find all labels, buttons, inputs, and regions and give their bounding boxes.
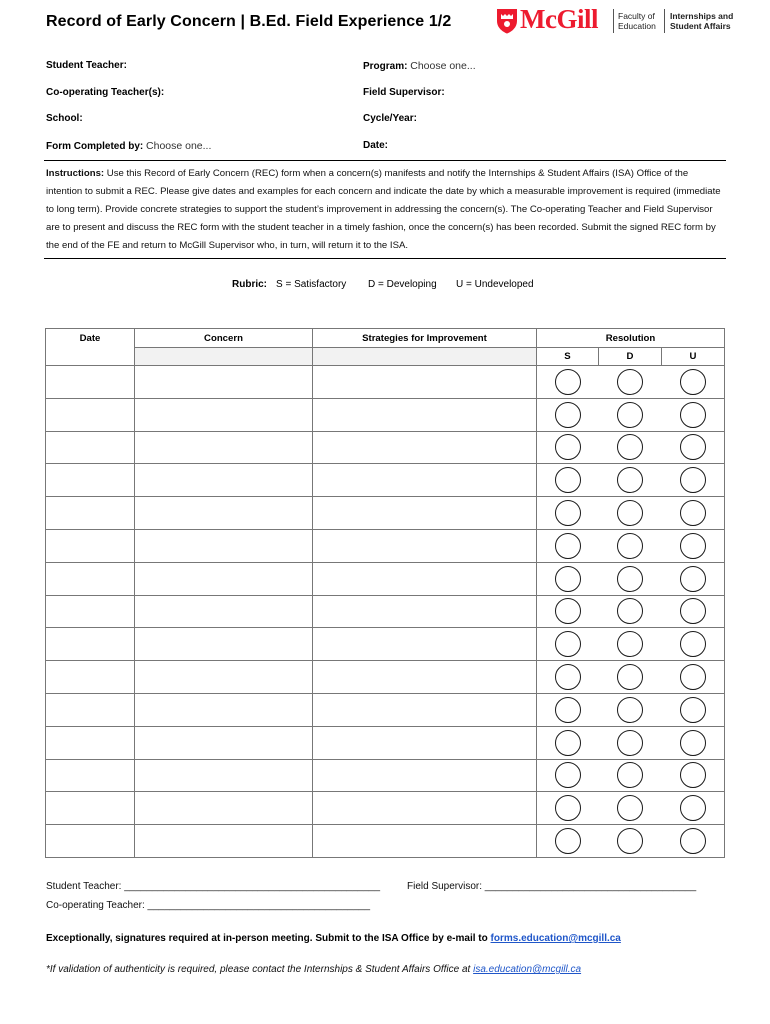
resolution-u-cell — [662, 693, 725, 726]
mcgill-crest-icon — [496, 8, 518, 34]
table-row — [46, 431, 725, 464]
resolution-s-cell — [537, 628, 599, 661]
resolution-radio[interactable] — [617, 369, 643, 395]
resolution-u-cell — [662, 431, 725, 464]
resolution-d-cell — [599, 595, 662, 628]
resolution-radio[interactable] — [555, 697, 581, 723]
resolution-radio[interactable] — [617, 566, 643, 592]
logo-divider — [664, 9, 665, 33]
resolution-radio[interactable] — [555, 762, 581, 788]
column-header-date: Date — [46, 329, 135, 366]
concern-cell[interactable] — [135, 497, 313, 530]
resolution-radio[interactable] — [555, 598, 581, 624]
strategies-cell[interactable] — [313, 726, 537, 759]
strategies-cell[interactable] — [313, 497, 537, 530]
date-cell[interactable] — [46, 398, 135, 431]
cooperating-teacher-label: Co-operating Teacher(s): — [46, 87, 165, 98]
resolution-radio[interactable] — [680, 795, 706, 821]
isa-email-link[interactable]: isa.education@mcgill.ca — [473, 964, 582, 975]
date-cell[interactable] — [46, 497, 135, 530]
resolution-radio[interactable] — [555, 566, 581, 592]
resolution-radio[interactable] — [617, 598, 643, 624]
rubric-label: Rubric: — [232, 279, 267, 290]
resolution-radio[interactable] — [555, 402, 581, 428]
school-field[interactable] — [46, 113, 83, 124]
strategies-cell[interactable] — [313, 693, 537, 726]
field-supervisor-signature[interactable]: Field Supervisor: ______________________________________ — [407, 881, 697, 892]
table-row — [46, 497, 725, 530]
table-row — [46, 398, 725, 431]
resolution-radio[interactable] — [680, 566, 706, 592]
resolution-radio[interactable] — [617, 795, 643, 821]
resolution-u-cell — [662, 661, 725, 694]
resolution-s-cell — [537, 529, 599, 562]
resolution-u-cell — [662, 497, 725, 530]
resolution-radio[interactable] — [680, 598, 706, 624]
logo-faculty: Faculty of Education — [618, 11, 656, 31]
resolution-s-cell — [537, 825, 599, 858]
resolution-d-cell — [599, 431, 662, 464]
concern-cell[interactable] — [135, 825, 313, 858]
strategies-cell[interactable] — [313, 595, 537, 628]
resolution-radio[interactable] — [680, 533, 706, 559]
resolution-radio[interactable] — [617, 533, 643, 559]
table-row — [46, 628, 725, 661]
resolution-radio[interactable] — [680, 402, 706, 428]
date-cell[interactable] — [46, 759, 135, 792]
school-label: School: — [46, 113, 83, 124]
resolution-d-cell — [599, 759, 662, 792]
resolution-u-cell — [662, 825, 725, 858]
concern-cell[interactable] — [135, 366, 313, 399]
resolution-d-cell — [599, 562, 662, 595]
concern-cell[interactable] — [135, 726, 313, 759]
resolution-s-header: S — [537, 348, 599, 366]
cycle-year-field[interactable] — [363, 113, 417, 124]
concern-cell[interactable] — [135, 792, 313, 825]
program-select[interactable]: Choose one... — [410, 60, 476, 72]
resolution-s-cell — [537, 726, 599, 759]
resolution-radio[interactable] — [555, 828, 581, 854]
table-row — [46, 529, 725, 562]
resolution-radio[interactable] — [680, 467, 706, 493]
resolution-radio[interactable] — [617, 664, 643, 690]
concern-cell[interactable] — [135, 693, 313, 726]
strategies-cell[interactable] — [313, 464, 537, 497]
logo-brand: McGill — [520, 4, 598, 34]
table-row — [46, 792, 725, 825]
strategies-cell[interactable] — [313, 661, 537, 694]
date-label: Date: — [363, 140, 389, 151]
strategies-cell[interactable] — [313, 431, 537, 464]
table-row — [46, 693, 725, 726]
program-label: Program: — [363, 61, 408, 72]
resolution-d-cell — [599, 792, 662, 825]
resolution-radio[interactable] — [555, 730, 581, 756]
date-cell[interactable] — [46, 366, 135, 399]
column-header-strategies: Strategies for Improvement — [313, 329, 537, 348]
date-cell[interactable] — [46, 825, 135, 858]
page-title: Record of Early Concern | B.Ed. Field Experience 1/2 — [46, 13, 452, 30]
resolution-s-cell — [537, 595, 599, 628]
resolution-radio[interactable] — [617, 697, 643, 723]
resolution-radio[interactable] — [680, 762, 706, 788]
resolution-radio[interactable] — [680, 828, 706, 854]
resolution-d-cell — [599, 464, 662, 497]
resolution-radio[interactable] — [555, 500, 581, 526]
concern-cell[interactable] — [135, 562, 313, 595]
resolution-s-cell — [537, 759, 599, 792]
date-cell[interactable] — [46, 431, 135, 464]
mcgill-logo — [496, 6, 736, 36]
student-teacher-label: Student Teacher: — [46, 60, 127, 71]
resolution-s-cell — [537, 792, 599, 825]
concern-cell[interactable] — [135, 759, 313, 792]
program-field[interactable] — [363, 60, 476, 72]
resolution-d-cell — [599, 529, 662, 562]
concern-subheader — [135, 348, 313, 366]
resolution-d-cell — [599, 825, 662, 858]
form-completed-select[interactable]: Choose one... — [146, 140, 212, 152]
cooperating-teacher-signature[interactable]: Co-operating Teacher: ________________________________________ — [46, 900, 371, 911]
resolution-d-cell — [599, 693, 662, 726]
table-row — [46, 366, 725, 399]
resolution-s-cell — [537, 366, 599, 399]
cycle-year-label: Cycle/Year: — [363, 113, 417, 124]
table-row — [46, 726, 725, 759]
instructions-text — [46, 165, 724, 255]
resolution-u-cell — [662, 726, 725, 759]
authenticity-note — [46, 964, 581, 975]
table-row — [46, 464, 725, 497]
concern-table-body — [46, 366, 725, 858]
resolution-u-cell — [662, 628, 725, 661]
date-cell[interactable] — [46, 529, 135, 562]
submit-email-link[interactable]: forms.education@mcgill.ca — [490, 933, 621, 944]
table-row — [46, 661, 725, 694]
resolution-radio[interactable] — [555, 795, 581, 821]
resolution-u-cell — [662, 792, 725, 825]
rubric-satisfactory: S = Satisfactory — [276, 279, 347, 290]
resolution-u-cell — [662, 562, 725, 595]
rubric-developing: D = Developing — [368, 279, 437, 290]
divider — [44, 258, 726, 259]
column-header-resolution: Resolution — [537, 329, 725, 348]
resolution-d-cell — [599, 497, 662, 530]
concern-cell[interactable] — [135, 398, 313, 431]
date-cell[interactable] — [46, 595, 135, 628]
student-teacher-field[interactable] — [46, 60, 127, 71]
concern-cell[interactable] — [135, 464, 313, 497]
resolution-radio[interactable] — [680, 664, 706, 690]
strategies-cell[interactable] — [313, 529, 537, 562]
resolution-radio[interactable] — [617, 467, 643, 493]
date-cell[interactable] — [46, 693, 135, 726]
table-row — [46, 595, 725, 628]
column-header-concern: Concern — [135, 329, 313, 348]
resolution-radio[interactable] — [555, 434, 581, 460]
resolution-d-cell — [599, 726, 662, 759]
resolution-s-cell — [537, 431, 599, 464]
date-cell[interactable] — [46, 661, 135, 694]
concern-cell[interactable] — [135, 595, 313, 628]
resolution-u-cell — [662, 464, 725, 497]
resolution-s-cell — [537, 693, 599, 726]
resolution-s-cell — [537, 562, 599, 595]
strategies-cell[interactable] — [313, 792, 537, 825]
date-cell[interactable] — [46, 726, 135, 759]
strategies-subheader — [313, 348, 537, 366]
date-cell[interactable] — [46, 562, 135, 595]
resolution-radio[interactable] — [680, 631, 706, 657]
resolution-s-cell — [537, 497, 599, 530]
table-row — [46, 825, 725, 858]
cooperating-teacher-field[interactable] — [46, 87, 164, 98]
resolution-radio[interactable] — [555, 631, 581, 657]
field-supervisor-label: Field Supervisor: — [363, 87, 445, 98]
rubric-undeveloped: U = Undeveloped — [456, 279, 534, 290]
date-field[interactable] — [363, 140, 388, 151]
resolution-u-cell — [662, 366, 725, 399]
resolution-d-cell — [599, 398, 662, 431]
strategies-cell[interactable] — [313, 562, 537, 595]
submit-instructions — [46, 933, 621, 944]
date-cell[interactable] — [46, 628, 135, 661]
resolution-radio[interactable] — [680, 730, 706, 756]
resolution-d-cell — [599, 628, 662, 661]
resolution-radio[interactable] — [555, 664, 581, 690]
resolution-s-cell — [537, 464, 599, 497]
concern-cell[interactable] — [135, 628, 313, 661]
resolution-d-cell — [599, 661, 662, 694]
concern-cell[interactable] — [135, 529, 313, 562]
form-completed-field[interactable] — [46, 140, 211, 152]
resolution-radio[interactable] — [680, 697, 706, 723]
resolution-d-header: D — [599, 348, 662, 366]
resolution-radio[interactable] — [617, 402, 643, 428]
logo-unit: Internships and Student Affairs — [670, 11, 734, 31]
instructions-body: Use this Record of Early Concern (REC) form when a concern(s) manifests and notify the Internships & Student Affairs (ISA) Office of the intention to submit a REC. Please give dates and examples for each concern and indicate the date by which a measurable improvement is required (immediate to long term). Provide concrete strategies to support the student’s improvement in addressing the concern(s). The Co-operating Teacher and Field Supervisor are to present and discuss the REC form with the student teacher in a timely fashion, once the concern(s) has been recorded. Submit the signed REC form by the end of the FE and return to McGill Supervisor who, in turn, will return it to the ISA. — [46, 168, 721, 251]
concern-table — [45, 328, 725, 858]
strategies-cell[interactable] — [313, 398, 537, 431]
strategies-cell[interactable] — [313, 759, 537, 792]
strategies-cell[interactable] — [313, 628, 537, 661]
strategies-cell[interactable] — [313, 825, 537, 858]
resolution-s-cell — [537, 398, 599, 431]
concern-cell[interactable] — [135, 661, 313, 694]
form-completed-label: Form Completed by: — [46, 141, 144, 152]
resolution-radio[interactable] — [617, 434, 643, 460]
divider — [44, 160, 726, 161]
resolution-radio[interactable] — [555, 533, 581, 559]
resolution-radio[interactable] — [617, 631, 643, 657]
strategies-cell[interactable] — [313, 366, 537, 399]
resolution-u-cell — [662, 398, 725, 431]
date-cell[interactable] — [46, 464, 135, 497]
student-teacher-signature[interactable]: Student Teacher: ______________________________________________ — [46, 881, 381, 892]
resolution-radio[interactable] — [617, 828, 643, 854]
date-cell[interactable] — [46, 792, 135, 825]
concern-cell[interactable] — [135, 431, 313, 464]
submit-text: Exceptionally, signatures required at in-person meeting. Submit to the ISA Office by e-mail to — [46, 933, 491, 944]
table-row — [46, 562, 725, 595]
resolution-u-header: U — [662, 348, 725, 366]
logo-divider — [613, 9, 614, 33]
resolution-radio[interactable] — [617, 730, 643, 756]
note-text: *If validation of authenticity is required, please contact the Internships & Student Affairs Office at — [46, 964, 474, 975]
table-row — [46, 759, 725, 792]
resolution-u-cell — [662, 595, 725, 628]
resolution-radio[interactable] — [680, 369, 706, 395]
resolution-radio[interactable] — [617, 762, 643, 788]
resolution-s-cell — [537, 661, 599, 694]
instructions-label: Instructions: — [46, 168, 105, 179]
resolution-radio[interactable] — [555, 369, 581, 395]
resolution-radio[interactable] — [617, 500, 643, 526]
resolution-u-cell — [662, 529, 725, 562]
resolution-u-cell — [662, 759, 725, 792]
resolution-radio[interactable] — [680, 434, 706, 460]
field-supervisor-field[interactable] — [363, 87, 445, 98]
resolution-radio[interactable] — [680, 500, 706, 526]
resolution-d-cell — [599, 366, 662, 399]
resolution-radio[interactable] — [555, 467, 581, 493]
